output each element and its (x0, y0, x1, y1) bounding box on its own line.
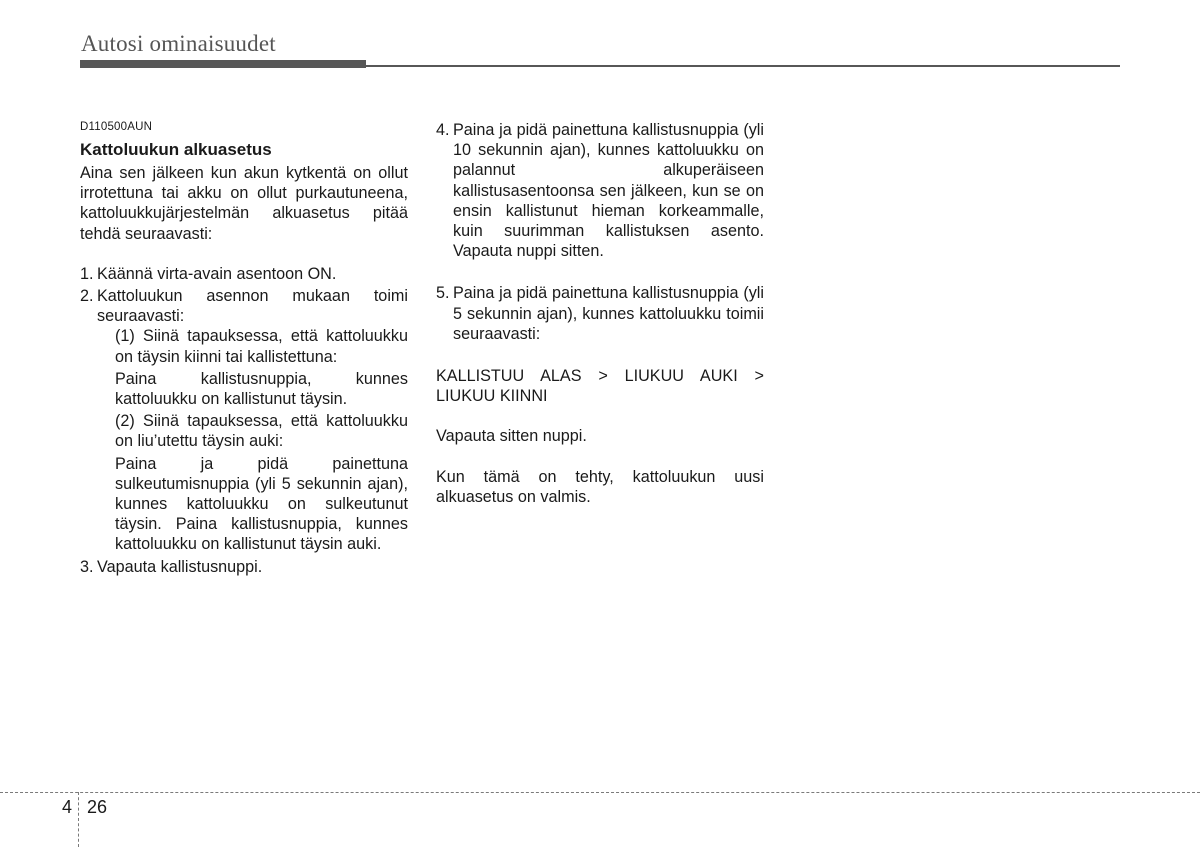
substep-action-1: Paina kallistusnuppia, kunnes kattoluukku on kallistunut täysin. (115, 369, 408, 409)
substep-case-2: (2) Siinä tapauksessa, että kattoluukku on liu’utettu täysin auki: (115, 412, 408, 451)
spacer (80, 244, 408, 264)
step-text: Paina ja pidä painettuna kallistusnuppia (yli 10 sekunnin ajan), kunnes kattoluukku on palannut alkuperäiseen kallistusasentoonsa sen jälkeen, kun se on ensin kallistunut hieman korkeammalle, kuin suurimman kallistuksen asento. Vapauta nuppi sitten. (453, 121, 764, 261)
intro-paragraph: Aina sen jälkeen kun akun kytkentä on ollut irrotettuna tai akku on ollut purkautuneena, kattoluukkujärjestelmän alkuasetus pitää tehdä seuraavasti: (80, 164, 408, 243)
left-column (80, 120, 408, 579)
step-number: 4. (436, 121, 450, 139)
list-item (436, 283, 764, 344)
page-number: 26 (87, 797, 108, 817)
list-item (80, 557, 408, 577)
substep-action-2: Paina ja pidä painettuna sulkeutumisnuppia (yli 5 sekunnin ajan), kunnes kattoluukku on sulkeutunut täysin. Paina kallistusnuppia, kunnes kattoluukku on kallistunut täysin auki. (115, 454, 408, 554)
step-number: 3. (80, 557, 94, 576)
list-item (436, 120, 764, 261)
release-text: Vapauta sitten nuppi. (436, 427, 587, 446)
step-number: 1. (80, 264, 94, 283)
spacer (436, 346, 764, 366)
right-column (436, 120, 764, 507)
step-text: Kattoluukun asennon mukaan toimi seuraavasti: (97, 287, 408, 326)
step-text: Vapauta kallistusnuppi. (97, 557, 263, 576)
spacer (436, 263, 764, 283)
step-number: 2. (80, 287, 94, 306)
section-code: D110500AUN (80, 121, 153, 133)
list-item (80, 286, 408, 555)
spacer (436, 406, 764, 426)
section-title: Autosi ominaisuudet (81, 31, 276, 56)
step-text: Käännä virta-avain asentoon ON. (97, 264, 337, 283)
footer-dashed-divider (78, 792, 79, 847)
sequence-text: KALLISTUU ALAS > LIUKUU AUKI > LIUKUU KIINNI (436, 367, 764, 406)
substep-block (97, 326, 408, 554)
step-number: 5. (436, 284, 450, 303)
section-heading: Kattoluukun alkuasetus (80, 140, 272, 159)
substep-case-1: (1) Siinä tapauksessa, että kattoluukku on täysin kiinni tai kallistettuna: (115, 327, 408, 366)
step-list-left (80, 264, 408, 577)
list-item (80, 264, 408, 284)
chapter-number: 4 (62, 797, 73, 817)
footer-dashed-rule (0, 792, 1200, 793)
step-text: Paina ja pidä painettuna kallistusnuppia (yli 5 sekunnin ajan), kunnes kattoluukku toimii seuraavasti: (453, 284, 764, 343)
header-rule-thick (80, 60, 366, 68)
header-rule-thin (366, 65, 1120, 67)
spacer (436, 447, 764, 467)
done-text: Kun tämä on tehty, kattoluukun uusi alkuasetus on valmis. (436, 467, 764, 506)
step-list-right (436, 120, 764, 344)
